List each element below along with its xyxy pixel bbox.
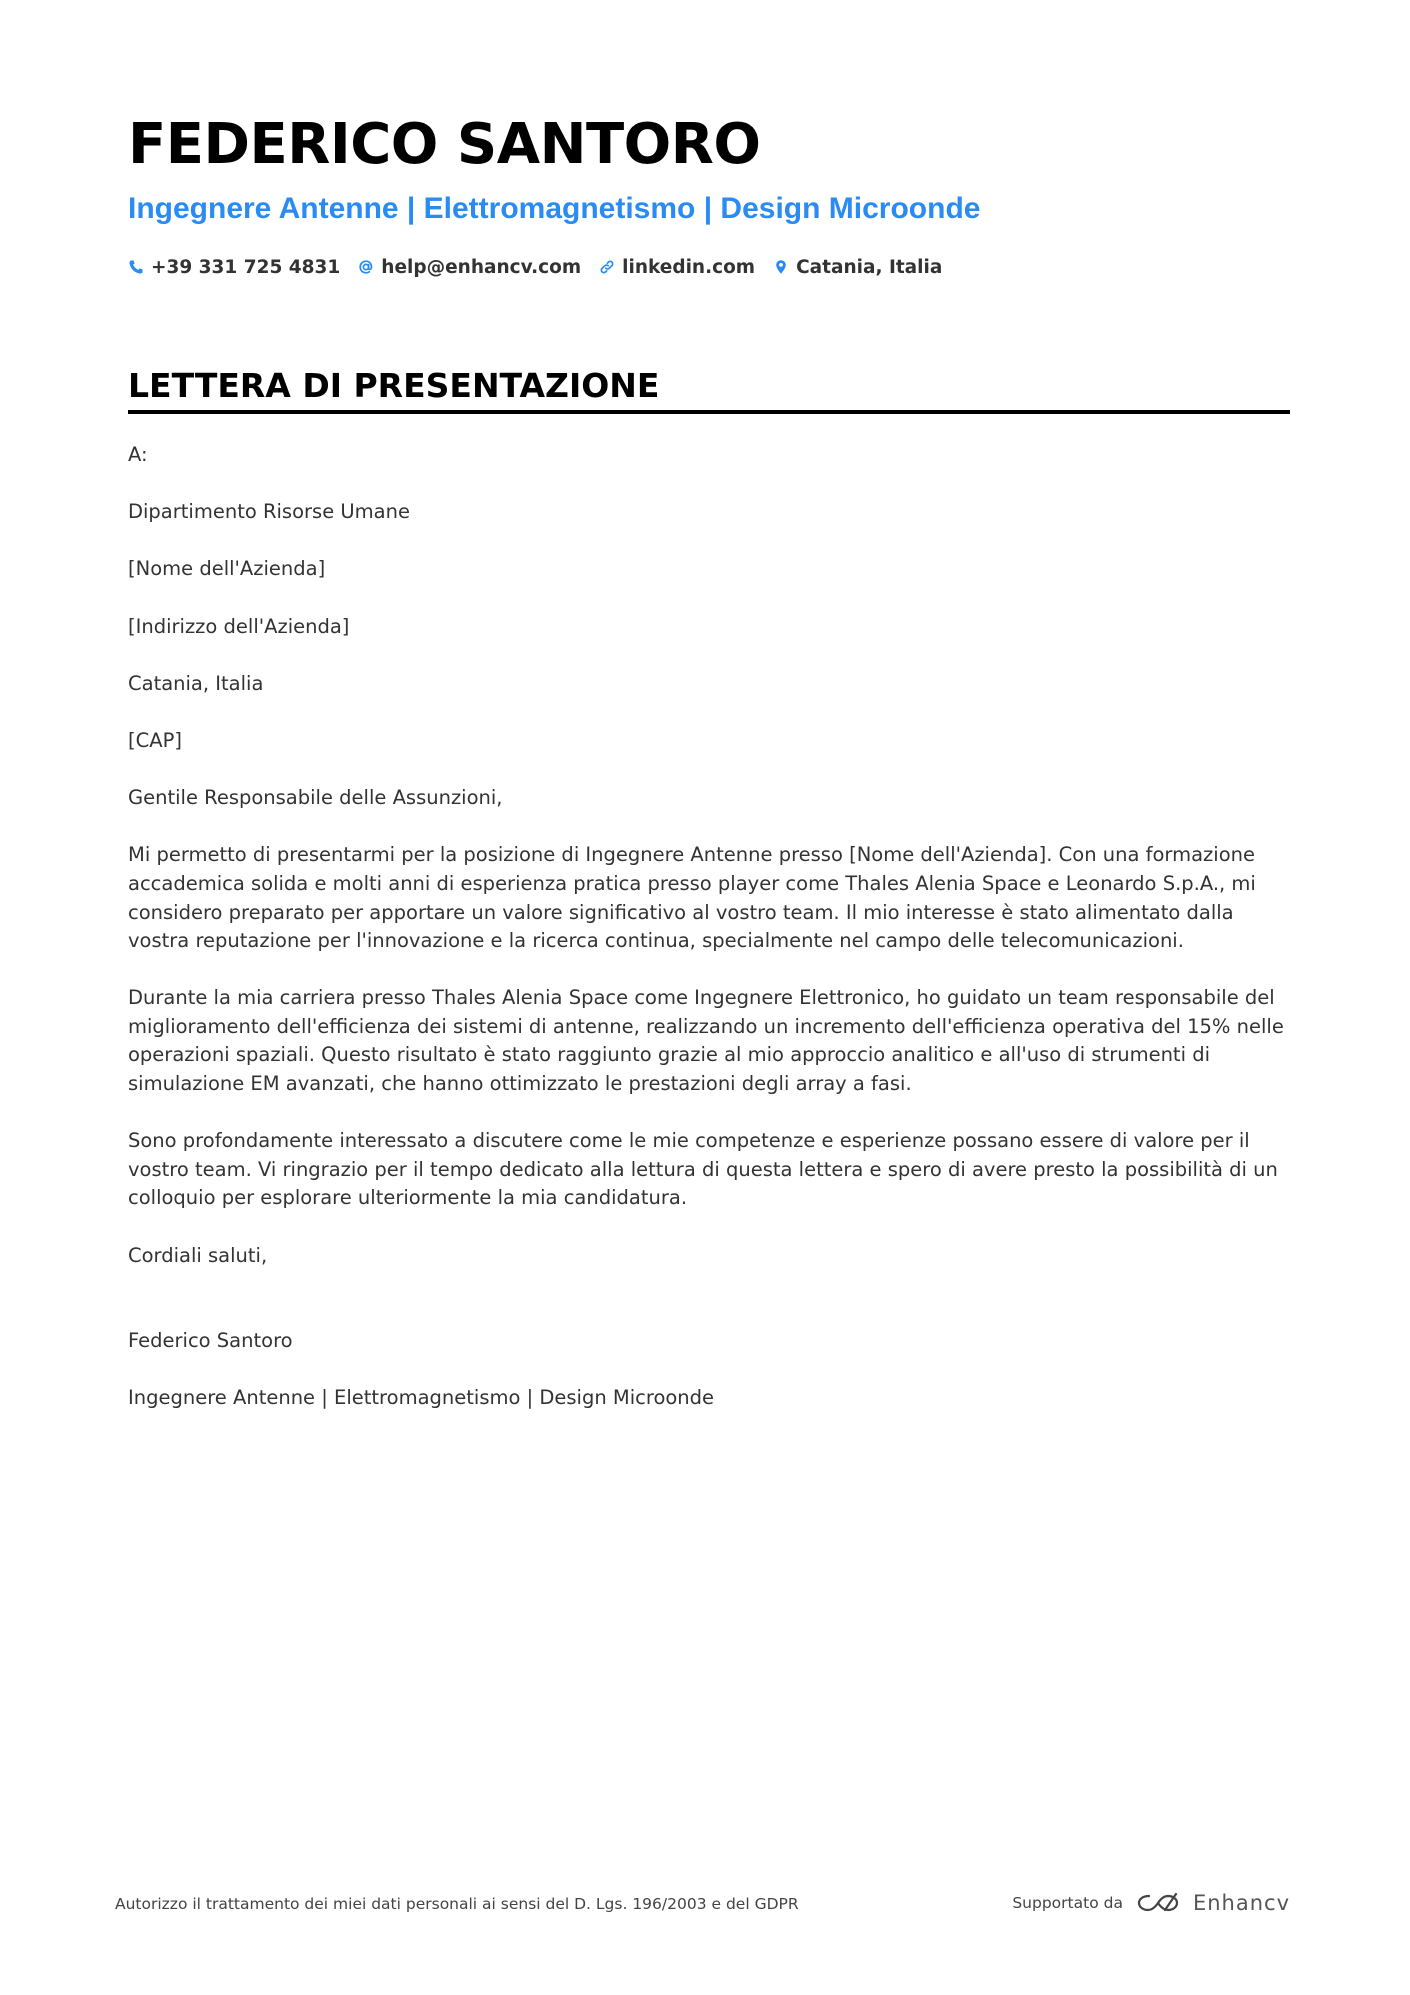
recipient-city: Catania, Italia: [128, 671, 264, 695]
section-divider: [128, 410, 1290, 414]
email-text[interactable]: help@enhancv.com: [381, 256, 582, 278]
map-pin-icon: [773, 259, 789, 275]
brand-name: Enhancv: [1192, 1891, 1290, 1915]
letter-paragraph: Durante la mia carriera presso Thales Alenia Space come Ingegnere Elettronico, ho guidato un team responsabile del miglioramento dell'efficienza dei sistemi di antenne, realizzando un incremento dell'efficienza operativa del 15% nelle operazioni spaziali. Questo risultato è stato raggiunto grazie al mio approccio analitico e all'uso di strumenti di simulazione EM avanzati, che hanno ottimizzato le prestazioni degli array a fasi.: [128, 986, 1284, 1096]
contact-bar: [128, 254, 942, 280]
gdpr-consent: Autorizzo il trattamento dei miei dati personali ai sensi del D. Lgs. 196/2003 e del GDPR: [115, 1895, 799, 1913]
contact-link[interactable]: [599, 257, 755, 278]
salutation: Gentile Responsabile delle Assunzioni,: [128, 786, 503, 810]
candidate-name: FEDERICO SANTORO: [128, 112, 761, 177]
link-icon: [599, 259, 615, 275]
contact-location: [773, 257, 942, 278]
footer-brand[interactable]: [1012, 1888, 1290, 1918]
at-icon: [358, 259, 374, 275]
closing: Cordiali saluti,: [128, 1243, 268, 1267]
recipient: Dipartimento Risorse Umane: [128, 500, 410, 524]
phone-icon: [128, 259, 144, 275]
company-address: [Indirizzo dell'Azienda]: [128, 614, 350, 638]
location-text: Catania, Italia: [796, 256, 943, 278]
section-title: LETTERA DI PRESENTAZIONE: [128, 366, 660, 405]
link-text[interactable]: linkedin.com: [622, 256, 756, 278]
letter-paragraph: Sono profondamente interessato a discutere come le mie competenze e esperienze possano essere di valore per il vostro team. Vi ringrazio per il tempo dedicato alla lettura di questa lettera e spero di avere presto la possibilità di un colloquio per esplorare ulteriormente la mia candidatura.: [128, 1129, 1278, 1210]
signature-name: Federico Santoro: [128, 1329, 293, 1353]
enhancv-logo: [1135, 1891, 1181, 1915]
powered-by-label: Supportato da: [1012, 1894, 1123, 1912]
letter-paragraph: Mi permetto di presentarmi per la posizione di Ingegnere Antenne presso [Nome dell'Azienda]. Con una formazione accademica solida e molti anni di esperienza pratica presso player come Thales Alenia Space e Leonardo S.p.A., mi considero preparato per apportare un valore significativo al vostro team. Il mio interesse è stato alimentato dalla vostra reputazione per l'innovazione e la ricerca continua, specialmente nel campo delle telecomunicazioni.: [128, 843, 1256, 953]
to-label: A:: [128, 443, 148, 466]
signature-title: Ingegnere Antenne | Elettromagnetismo | Design Microonde: [128, 1386, 715, 1410]
postal-code: [CAP]: [128, 728, 182, 752]
phone-text: +39 331 725 4831: [151, 256, 341, 278]
contact-email[interactable]: [358, 257, 581, 278]
letter-body: [128, 441, 1293, 1442]
company-name: [Nome dell'Azienda]: [128, 557, 326, 581]
contact-phone: [128, 257, 340, 278]
candidate-headline: Ingegnere Antenne | Elettromagnetismo | Design Microonde: [128, 192, 981, 225]
